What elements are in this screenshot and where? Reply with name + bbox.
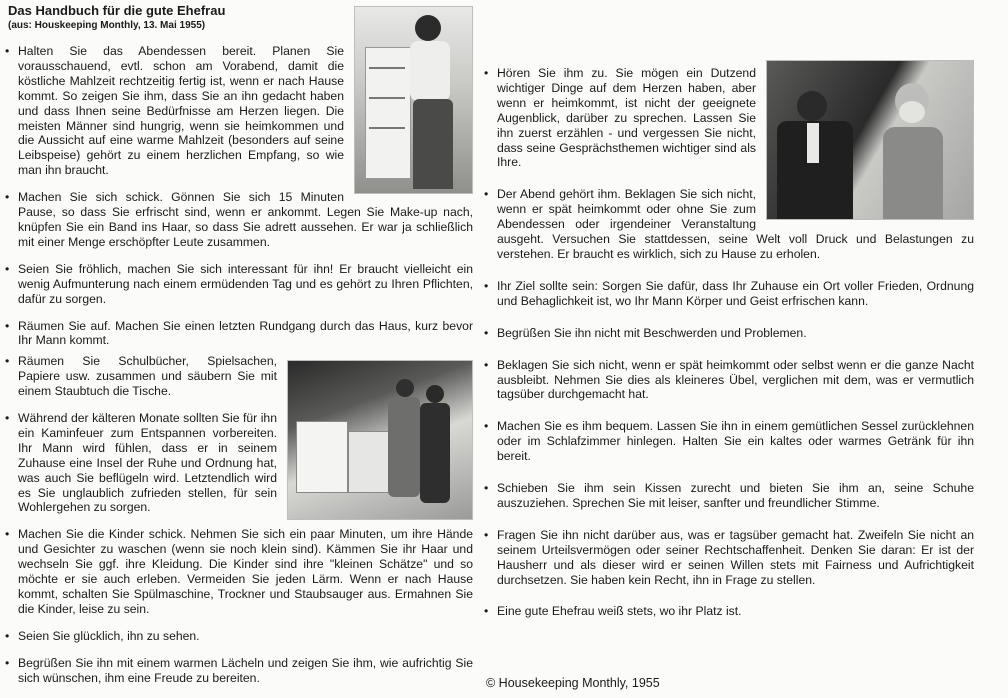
list-item: • Schieben Sie ihm sein Kissen zurecht und bieten Sie ihm an, seine Schuhe auszuziehen. Sprechen Sie mit leiser, sanfter und freundlicher Stimme.	[484, 481, 974, 511]
list-item: • Machen Sie die Kinder schick. Nehmen Sie sich ein paar Minuten, um ihre Hände und Gesichter zu waschen (wenn sie noch klein sind). Kämmen Sie ihr Haar und wechseln Sie ggf. ihre Kleidung. Die Kinder sind ihre "kleinen Schätze" und so möchte er sie auch erleben. Vermeiden Sie jeden Lärm. Wenn er nach Hause kommt, schalten Sie Spülmaschine, Trockner und Staubsauger aus. Ermahnen Sie die Kinder, leise zu sein.	[5, 527, 473, 616]
right-column	[484, 66, 974, 636]
left-column	[5, 44, 473, 698]
list-item: • Ihr Ziel sollte sein: Sorgen Sie dafür, dass Ihr Zuhause ein Ort voller Frieden, Ordnung und Behaglichkeit ist, wo Ihr Mann Körper und Geist erfrischen kann.	[484, 279, 974, 309]
page-title: Das Handbuch für die gute Ehefrau	[8, 3, 226, 18]
list-item: • Räumen Sie auf. Machen Sie einen letzten Rundgang durch das Haus, kurz bevor Ihr Mann kommt.	[5, 319, 473, 349]
list-item: • Während der kälteren Monate sollten Sie für ihn ein Kaminfeuer zum Entspannen vorbereiten. Ihr Mann wird fühlen, dass er in seinem Zuhause eine Insel der Ruhe und Ordnung hat, was auch Sie beflügeln wird. Letztendlich wird es Sie unglaublich zufrieden stellen, für sein Wohlergehen zu sorgen.	[5, 411, 473, 515]
list-item: • Seien Sie fröhlich, machen Sie sich interessant für ihn! Er braucht vielleicht ein wenig Aufmunterung nach einem ermüdenden Tag und es gehört zu Ihren Pflichten, dafür zu sorgen.	[5, 262, 473, 307]
list-item: • Hören Sie ihm zu. Sie mögen ein Dutzend wichtiger Dinge auf dem Herzen haben, aber wenn er heimkommt, ist nicht der geeignete Augenblick, darüber zu sprechen. Lassen Sie ihn zuerst erzählen - und vergessen Sie nicht, dass seine Gesprächsthemen wichtiger sind als Ihre.	[484, 66, 974, 170]
photo-woman-at-refrigerator	[354, 6, 473, 194]
page-subtitle: (aus: Houskeeping Monthly, 13. Mai 1955)	[8, 20, 206, 31]
list-item: • Machen Sie sich schick. Gönnen Sie sich 15 Minuten Pause, so dass Sie erfrischt sind, wenn er ankommt. Legen Sie Make-up nach, knüpfen Sie ein Band ins Haar, so dass Sie adrett aussehen. Er war ja schließlich mit einer Menge erschöpfter Leute zusammen.	[5, 190, 473, 250]
list-item: • Begrüßen Sie ihn mit einem warmen Lächeln und zeigen Sie ihm, wie aufrichtig Sie sich wünschen, ihm eine Freude zu bereiten.	[5, 656, 473, 686]
list-item: • Eine gute Ehefrau weiß stets, wo ihr Platz ist.	[484, 604, 974, 619]
list-item: • Seien Sie glücklich, ihn zu sehen.	[5, 629, 473, 644]
list-item: • Fragen Sie ihn nicht darüber aus, was er tagsüber gemacht hat. Zweifeln Sie nicht an seinem Urteilsvermögen oder seiner Rechtschaffenheit. Denken Sie daran: Er ist der Hausherr und als dieser wird er seinen Willen stets mit Fairness und Aufrichtigkeit durchsetzen. Sie haben kein Recht, ihn in Frage zu stellen.	[484, 528, 974, 588]
list-item: • Begrüßen Sie ihn nicht mit Beschwerden und Problemen.	[484, 326, 974, 341]
list-item: • Halten Sie das Abendessen bereit. Planen Sie vorausschauend, evtl. schon am Vorabend, damit die köstliche Mahlzeit rechtzeitig fertig ist, wenn er nach Hause kommt. So zeigen Sie ihm, dass Sie an ihn gedacht haben und dass Ihnen seine Bedürfnisse am Herzen liegen. Die meisten Männer sind hungrig, wenn sie heimkommen und die Aussicht auf eine warme Mahlzeit (besonders auf seine Leibspeise) gehört zu einem herzlichen Empfang, so wie man ihn braucht.	[5, 44, 473, 178]
list-item: • Beklagen Sie sich nicht, wenn er spät heimkommt oder selbst wenn er die ganze Nacht ausbleibt. Nehmen Sie dies als kleineres Übel, verglichen mit dem, was er vermutlich tagsüber durchgemacht hat.	[484, 358, 974, 403]
copyright-footer: © Housekeeping Monthly, 1955	[486, 676, 660, 690]
list-item: • Räumen Sie Schulbücher, Spielsachen, Papiere usw. zusammen und säubern Sie mit einem Staubtuch die Tische.	[5, 354, 473, 399]
list-item: • Der Abend gehört ihm. Beklagen Sie sich nicht, wenn er spät heimkommt oder ohne Sie zum Abendessen oder irgendeiner Veranstaltung ausgeht. Versuchen Sie stattdessen, seine Welt voll Druck und Belastungen zu verstehen. Er braucht es wirklich, sich zu Hause zu erholen.	[484, 187, 974, 262]
list-item: • Machen Sie es ihm bequem. Lassen Sie ihn in einem gemütlichen Sessel zurücklehnen oder im Schlafzimmer hinlegen. Halten Sie ein kaltes oder warmes Getränk für ihn bereit.	[484, 419, 974, 464]
